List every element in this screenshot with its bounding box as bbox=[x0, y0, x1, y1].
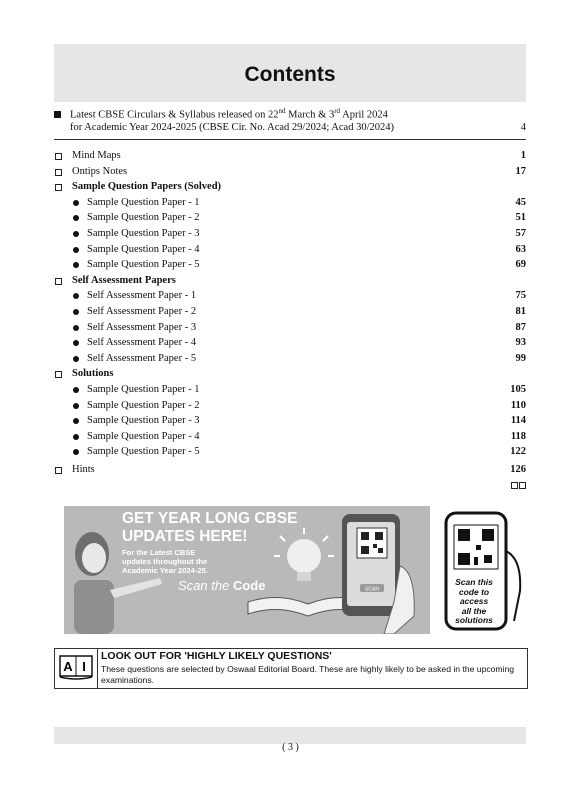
toc-entry-page: 126 bbox=[510, 463, 526, 475]
toc-entry-label: Ontips Notes bbox=[72, 165, 128, 177]
square-bullet-icon bbox=[55, 153, 62, 160]
look-out-box bbox=[54, 648, 528, 689]
round-bullet-icon bbox=[73, 449, 79, 455]
round-bullet-icon bbox=[73, 340, 79, 346]
toc-entry[interactable] bbox=[54, 366, 526, 382]
toc-entry-page: 105 bbox=[510, 383, 526, 395]
toc-entry-label: Sample Question Paper - 3 bbox=[87, 227, 200, 239]
toc-entry-label: Hints bbox=[72, 463, 95, 475]
toc-entry-label: Mind Maps bbox=[72, 150, 121, 161]
svg-text:A: A bbox=[63, 659, 73, 674]
square-bullet-icon bbox=[55, 184, 62, 191]
toc-entry[interactable] bbox=[54, 164, 526, 180]
toc-entry[interactable] bbox=[54, 429, 526, 445]
toc-entry-page: 1 bbox=[520, 150, 526, 161]
square-bullet-icon bbox=[55, 169, 62, 176]
toc-entry[interactable] bbox=[54, 398, 526, 414]
intro-entry[interactable] bbox=[54, 106, 526, 140]
square-bullet-icon bbox=[55, 278, 62, 285]
toc-entry-label: Self Assessment Paper - 2 bbox=[87, 305, 197, 317]
toc-entry-label: Sample Question Paper - 1 bbox=[87, 196, 200, 208]
toc-entry[interactable] bbox=[54, 288, 526, 304]
toc-entry[interactable] bbox=[54, 210, 526, 226]
look-out-heading: LOOK OUT FOR 'HIGHLY LIKELY QUESTIONS' bbox=[101, 650, 332, 662]
qr-caption-line: solutions bbox=[455, 615, 493, 625]
toc-entry[interactable] bbox=[54, 148, 526, 164]
toc-entry[interactable] bbox=[54, 242, 526, 258]
round-bullet-icon bbox=[73, 418, 79, 424]
round-bullet-icon bbox=[73, 200, 79, 206]
toc-entry-page: 17 bbox=[515, 165, 526, 177]
round-bullet-icon bbox=[73, 387, 79, 393]
toc-entry-page: 93 bbox=[515, 337, 526, 349]
qr-caption-line: code to bbox=[458, 586, 490, 597]
toc-entry[interactable] bbox=[54, 320, 526, 336]
toc-entry-label: Sample Question Paper - 5 bbox=[87, 259, 200, 271]
girl-body-icon bbox=[74, 580, 114, 634]
toc-entry[interactable] bbox=[54, 382, 526, 398]
toc-entry[interactable] bbox=[54, 304, 526, 320]
scan-button-label: SCAN bbox=[365, 586, 379, 593]
toc-entry-page: 122 bbox=[510, 446, 526, 458]
toc-entry[interactable] bbox=[54, 257, 526, 273]
toc-entry[interactable] bbox=[54, 273, 526, 289]
intro-line-1: Latest CBSE Circulars & Syllabus released on 22nd March & 3rd April 2024 bbox=[70, 107, 388, 121]
toc-entry-page: 87 bbox=[515, 321, 526, 333]
cbse-updates-banner[interactable] bbox=[64, 506, 430, 634]
banner-subtitle: For the Latest CBSE updates throughout the Academic Year 2024-25. bbox=[122, 548, 208, 575]
ai-book-icon bbox=[59, 655, 93, 681]
round-bullet-icon bbox=[73, 309, 79, 315]
toc-entry-label: Solutions bbox=[72, 368, 114, 380]
pointing-arm-icon bbox=[110, 578, 162, 598]
toc-entry[interactable] bbox=[54, 444, 526, 460]
look-out-divider bbox=[97, 649, 98, 688]
hand-outline-icon bbox=[506, 551, 520, 621]
round-bullet-icon bbox=[73, 293, 79, 299]
svg-text:I: I bbox=[82, 659, 86, 674]
toc-entry[interactable] bbox=[54, 351, 526, 367]
round-bullet-icon bbox=[73, 262, 79, 268]
toc-entry-label: Sample Question Paper - 2 bbox=[87, 399, 200, 411]
qr-caption-line: access bbox=[459, 596, 489, 606]
round-bullet-icon bbox=[73, 247, 79, 253]
page-number: ( 3 ) bbox=[282, 742, 299, 753]
toc-entry-label: Sample Question Paper - 4 bbox=[87, 243, 200, 255]
scan-the-code-text: Scan the Code bbox=[178, 578, 266, 593]
toc-entry-page: 110 bbox=[510, 399, 526, 411]
intro-page-number: 4 bbox=[520, 122, 526, 133]
qr-caption-line: Scan this bbox=[455, 577, 493, 587]
page-title: Contents bbox=[244, 63, 336, 86]
divider bbox=[54, 139, 526, 140]
toc-entry-label: Self Assessment Paper - 3 bbox=[87, 321, 197, 333]
qr-caption-line: all the bbox=[461, 605, 487, 616]
round-bullet-icon bbox=[73, 325, 79, 331]
toc-entry-label: Self Assessment Paper - 5 bbox=[87, 352, 197, 364]
toc-entry[interactable] bbox=[54, 179, 526, 195]
look-out-text: These questions are selected by Oswaal Editorial Board. These are highly likely to be asked in the upcoming examinations. bbox=[101, 664, 515, 685]
intro-line-2: for Academic Year 2024-2025 (CBSE Cir. No. Acad 29/2024; Acad 30/2024) bbox=[70, 122, 395, 133]
toc-entry[interactable] bbox=[54, 226, 526, 242]
round-bullet-icon bbox=[73, 231, 79, 237]
toc-entry-page: 81 bbox=[515, 305, 526, 317]
square-bullet-icon bbox=[55, 371, 62, 378]
toc-entry-label: Self Assessment Paper - 1 bbox=[87, 290, 197, 302]
toc-entry-label: Sample Question Paper - 3 bbox=[87, 415, 200, 427]
toc-entry[interactable] bbox=[54, 335, 526, 351]
toc-entry-page: 114 bbox=[510, 415, 526, 427]
toc-entry-page: 69 bbox=[515, 259, 526, 271]
round-bullet-icon bbox=[73, 356, 79, 362]
square-bullet-icon bbox=[54, 111, 61, 118]
toc-entry[interactable] bbox=[54, 462, 526, 478]
toc-entry-page: 51 bbox=[515, 212, 526, 224]
toc-entry[interactable] bbox=[54, 195, 526, 211]
toc-entry-page: 45 bbox=[515, 196, 526, 208]
toc-entry-page: 118 bbox=[510, 430, 526, 442]
toc-entry-label: Sample Question Paper - 5 bbox=[87, 446, 200, 458]
table-of-contents bbox=[54, 148, 526, 477]
toc-entry-label: Sample Question Paper - 2 bbox=[87, 212, 200, 224]
toc-entry-label: Sample Question Paper - 1 bbox=[87, 383, 200, 395]
end-mark-icon bbox=[511, 482, 526, 489]
toc-entry-label: Self Assessment Papers bbox=[72, 274, 176, 286]
square-bullet-icon bbox=[55, 467, 62, 474]
toc-entry-label: Sample Question Papers (Solved) bbox=[72, 181, 222, 193]
banner-title: GET YEAR LONG CBSE UPDATES HERE! bbox=[122, 510, 298, 545]
toc-entry-page: 57 bbox=[515, 227, 526, 239]
qr-caption bbox=[448, 578, 500, 626]
round-bullet-icon bbox=[73, 403, 79, 409]
toc-entry-page: 99 bbox=[515, 352, 526, 364]
toc-entry-page: 75 bbox=[515, 290, 526, 302]
contents-header bbox=[54, 44, 526, 102]
round-bullet-icon bbox=[73, 215, 79, 221]
toc-entry-label: Self Assessment Paper - 4 bbox=[87, 337, 197, 349]
toc-entry-label: Sample Question Paper - 4 bbox=[87, 430, 200, 442]
toc-entry[interactable] bbox=[54, 413, 526, 429]
girl-face-icon bbox=[82, 543, 106, 573]
toc-entry-page: 63 bbox=[515, 243, 526, 255]
round-bullet-icon bbox=[73, 434, 79, 440]
